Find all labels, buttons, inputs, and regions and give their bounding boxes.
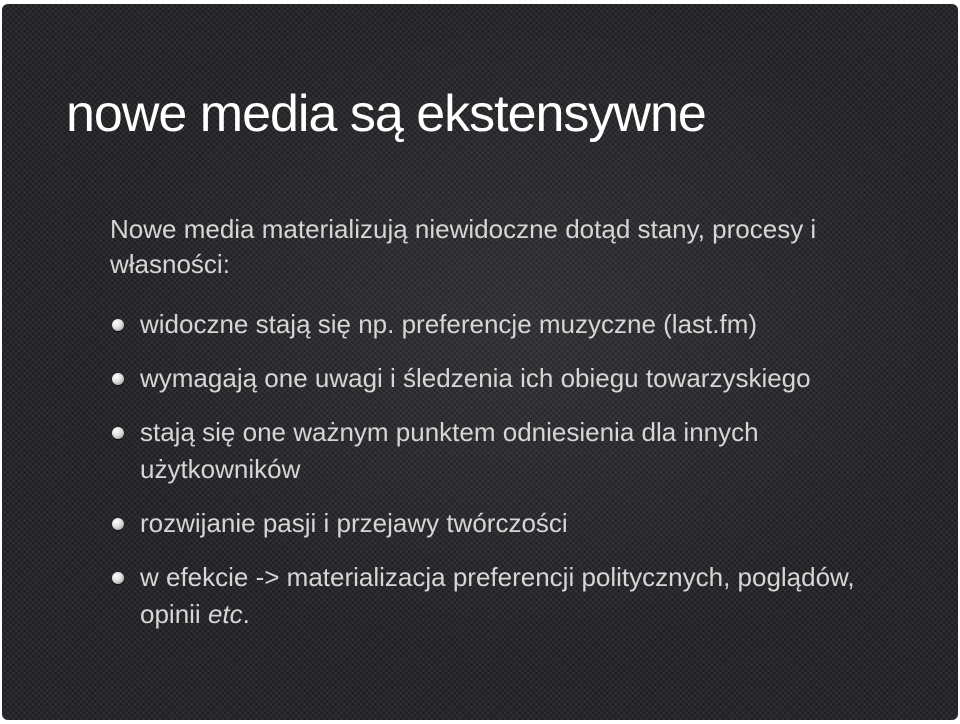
slide bbox=[2, 4, 958, 720]
bullet-dot-icon bbox=[112, 518, 124, 530]
list-item bbox=[110, 306, 890, 343]
list-item bbox=[110, 360, 890, 397]
bullet-dot-icon bbox=[112, 572, 124, 584]
slide-title: nowe media są ekstensywne bbox=[66, 85, 706, 143]
bullet-text: rozwijanie pasji i przejawy twórczości bbox=[140, 508, 568, 538]
list-item bbox=[110, 414, 890, 488]
intro-paragraph: Nowe media materializują niewidoczne dotąd stany, procesy i własności: bbox=[110, 214, 817, 279]
bullet-list bbox=[110, 306, 890, 650]
list-item bbox=[110, 505, 890, 542]
bullet-dot-icon bbox=[112, 427, 124, 439]
bullet-text-tail: . bbox=[242, 599, 250, 629]
bullet-dot-icon bbox=[112, 319, 124, 331]
bullet-text: w efekcie -> materializacja preferencji politycznych, poglądów, opinii bbox=[140, 562, 855, 629]
list-item bbox=[110, 559, 890, 633]
bullet-text: widoczne stają się np. preferencje muzyczne (last.fm) bbox=[140, 309, 758, 339]
bullet-text: stają się one ważnym punktem odniesienia dla innych użytkowników bbox=[140, 417, 759, 484]
bullet-text-emphasis: etc bbox=[207, 599, 243, 629]
bullet-dot-icon bbox=[112, 373, 124, 385]
bullet-text: wymagają one uwagi i śledzenia ich obiegu towarzyskiego bbox=[140, 363, 811, 393]
